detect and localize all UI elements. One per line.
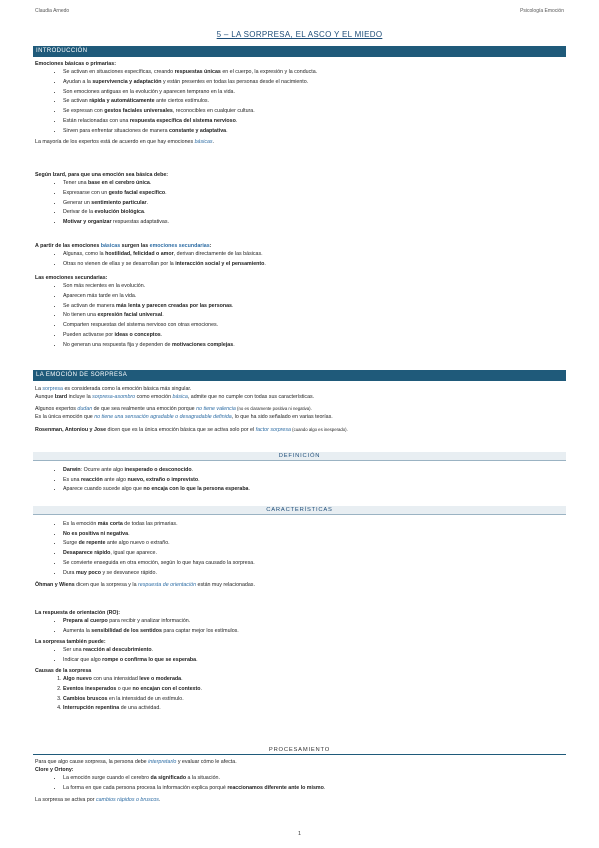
list-item-text: Algunas, como la [63,251,106,258]
list-item-text: Aparece cuando sucede algo que [63,486,144,493]
ohman-emph: respuesta de orientación [138,581,197,588]
list-item [63,696,565,703]
consensus-text: La mayoría de los expertos está de acuerdo en que hay emociones [35,138,195,145]
list-item-text: . [191,467,194,473]
s-p2a: Aunque [35,394,55,401]
list-item [63,775,565,782]
list-item-emphasis: leve o moderada [139,676,182,683]
list-item-text: ante algo [102,476,128,483]
secondary-line [35,243,565,250]
list-item-emphasis: motivaciones complejas [171,341,234,348]
definition-block [35,467,565,496]
proc-colon: : [71,767,74,774]
list-item-text: Aparecen más tarde en la vida. [63,292,137,299]
surprise-p2 [35,394,565,401]
ohman-authors: Öhman y Wiens [35,581,75,588]
list-item-text: La emoción surge cuando el cerebro [63,775,151,782]
list-item-text: en la intensidad de un estímulo. [107,695,184,702]
subsection-band-processing: PROCESAMIENTO [33,746,566,755]
s-p3d: no tiene valencia [196,406,236,413]
list-item-text: . [128,530,130,537]
surprise-p3 [35,406,565,413]
list-item-emphasis: interacción social y el pensamiento [175,260,265,267]
secondary-basic: básicas [100,243,121,249]
list-item-text: y están presentes en todas las personas desde el nacimiento. [161,78,309,85]
list-item-text: Pueden activarse por [63,331,115,338]
list-item-text: . [200,685,202,692]
list-item-emphasis: base en el cerebro única [88,180,150,187]
list-item-text: y se desvanece rápido. [100,569,157,576]
s-p5c: factor sorpresa [255,426,291,433]
list-item-text: No generan una respuesta fija y dependen de [63,341,172,348]
list-item-text: . [198,476,200,483]
list-item-emphasis: respuestas únicas [174,69,221,76]
list-item-text: . [232,302,234,309]
list-item-text: Expresarse con un [63,189,109,196]
causes-list [35,676,565,712]
proc-authors: Clore y Ortony [35,767,72,774]
list-item-text: : Ocurre ante algo [80,467,125,473]
list-item [63,303,565,310]
list-item [63,477,565,484]
list-item [63,312,565,319]
consensus-line [35,139,565,146]
orientation-list [35,618,565,635]
secondary-mid: surgen las [120,243,150,249]
s-p5a: Rosenman, Antoniou y Jose [35,426,107,433]
list-item [63,705,565,712]
list-item-text: La forma en que cada persona procesa la información explica porqué [63,785,228,792]
list-item [63,128,565,135]
definition-list [35,467,565,494]
list-item-emphasis: Darwin [63,467,81,473]
secondary-emph: emociones secundarias [149,243,210,249]
list-item [63,618,565,625]
processing-p1 [35,759,565,766]
list-item-text: . [149,180,152,187]
list-item-emphasis: reaccionamos diferente ante lo mismo [227,785,324,792]
secondary-list [35,251,565,268]
list-item-text: . [151,647,154,654]
izard-heading: Según Izard, para que una emoción sea básica debe: [35,172,169,178]
list-item [63,560,565,567]
list-item-emphasis: no encajan con el contexto [132,685,201,692]
list-item [63,98,565,105]
list-item [63,69,565,76]
intro-heading: Emociones básicas o primarias: [35,61,116,67]
list-item-emphasis: más corta [97,521,123,527]
list-item-text: Es una [63,476,81,483]
subsection-band-definition: DEFINICIÓN [33,452,566,461]
section-band-surprise: LA EMOCIÓN DE SORPRESA [33,370,566,381]
ohman-post: están muy relacionadas. [196,581,255,588]
list-item-emphasis: da significado [150,775,187,782]
ohman-mid: dicen que la sorpresa y la [74,581,139,588]
list-item-emphasis: supervivencia y adaptación [92,78,162,85]
list-item [63,209,565,216]
list-item-emphasis: hostilidad, felicidad o amor [105,251,174,258]
s-p2d: sorpresa-asombro [92,394,136,401]
processing-block [35,759,565,805]
surprise-p5 [35,427,565,434]
list-item-text: . [162,312,164,319]
list-item-text: . [233,341,235,348]
list-item-emphasis: Interrupción repentina [63,705,120,712]
list-item [63,89,565,96]
list-item-text: para captar mejor los estímulos. [161,627,239,634]
list-item-text: Tener una [63,180,89,187]
list-item [63,521,565,528]
proc-p3a: La sorpresa se activa por [35,797,96,804]
list-item-emphasis: nuevo, extraño o imprevisto [127,476,199,483]
secondary-post: : [209,243,212,249]
list-item [63,261,565,268]
orientation-block [35,610,565,715]
list-item-text: . [323,785,326,792]
list-item-text: con una intensidad [91,676,140,683]
page-title: 5 – LA SORPRESA, EL ASCO Y EL MIEDO [216,30,383,39]
list-item-text: . [196,656,198,663]
ohman-line [35,582,565,589]
consensus-end: . [212,138,215,145]
list-item-text: Son emociones antiguas en la evolución y aparecen temprano en la vida. [63,88,235,95]
list-item-emphasis: respuesta específica del sistema nervioso [129,117,236,124]
list-item-text: . [181,676,183,683]
s-p2f: básica [172,394,188,401]
s-p1a: La [35,386,43,392]
processing-p3 [35,797,565,804]
list-item [63,570,565,577]
list-item [63,628,565,635]
header-subject: Psicología Emoción [520,8,564,14]
list-item-text: Se activan [63,98,90,105]
list-item-emphasis: rompe o confirma lo que se esperaba [102,656,197,663]
s-p4b: no tiene una sensación agradable o desagradable definida [94,414,232,421]
list-item-emphasis: Desaparece rápido [63,550,111,557]
list-item-emphasis: rápida y automáticamente [89,98,155,105]
consensus-emph: básicas [194,138,213,145]
surprise-block [35,386,565,435]
list-item-text: . [235,117,238,124]
list-item-text: , reconocibles en cualquier cultura. [172,108,255,115]
section-band-intro: INTRODUCCIÓN [33,46,566,57]
list-item-emphasis: gestos faciales universales [104,108,173,115]
list-item-text: Se convierte enseguida en otra emoción, según lo que haya causado la sorpresa. [63,559,255,566]
list-item-text: , igual que aparece. [110,550,157,557]
surprise-p1 [35,386,565,393]
s-p2b: Izard [54,394,68,401]
list-item-emphasis: sentimiento particular [91,199,147,206]
list-item [63,190,565,197]
list-item-text: Indicar que algo [63,656,103,663]
list-item-text: en el cuerpo, la expresión y la conducta. [220,69,318,76]
list-item-emphasis: muy poco [75,569,101,576]
characteristics-list [35,521,565,577]
list-item-emphasis: reacción [80,476,103,483]
secondary-block [35,243,565,351]
list-item-emphasis: más lenta y parecen creadas por las personas [116,302,233,309]
list-item-text: Comparten respuestas del sistema nervioso con otras emociones. [63,322,219,329]
list-item-text: Aumenta la [63,627,92,634]
list-item-emphasis: expresión facial universal [97,312,163,319]
list-item-text: . [264,260,266,267]
s-p4a: Es la única emoción que [35,414,95,421]
list-item-emphasis: Algo nuevo [63,676,92,683]
list-item-emphasis: no encaja con lo que la persona esperaba [143,486,249,493]
list-item-emphasis: constante y adaptativa [169,127,227,134]
list-item-text: . [226,127,228,134]
orientation-heading2: La sorpresa también puede: [35,639,106,646]
list-item-emphasis: Eventos inesperados [63,685,117,692]
orientation-list2 [35,647,565,664]
list-item [63,118,565,125]
secondary-pre: A partir de las emociones [35,243,101,249]
list-item [63,785,565,792]
list-item-text: de todas las primarias. [122,521,178,527]
orientation-heading: La respuesta de orientación (RO): [35,610,121,616]
list-item-emphasis: Prepara al cuerpo [63,618,108,625]
list-item-text: a la situación. [186,775,220,782]
s-p3e: (no es claramente positiva ni negativa). [235,406,312,412]
list-item-text: Dura [63,569,76,576]
proc-p1c: y evaluar cómo le afecta. [176,759,237,765]
list-item-text: , derivan directamente de las básicas. [173,251,263,258]
processing-list [35,775,565,792]
s-p2e: como emoción [135,394,173,401]
list-item-text: . [165,189,167,196]
subsection-band-characteristics: CARACTERÍSTICAS [33,506,566,515]
page-number: 1 [297,830,302,837]
list-item-emphasis: Cambios bruscos [63,695,108,702]
list-item-emphasis: Motivar y organizar [63,219,112,226]
list-item-text: No tienen una [63,312,98,319]
list-item-text: Derivar de la [63,209,95,216]
s-p3b: dudan [77,406,93,413]
list-item-text: . [248,486,250,493]
list-item [63,342,565,349]
processing-p2 [35,767,565,774]
intro-block [35,61,565,147]
header-author: Claudia Arnedo [35,8,70,14]
proc-p3b: cambios rápidos o bruscos [95,797,159,804]
list-item-emphasis: reacción al descubrimiento [83,647,152,654]
characteristics-block [35,521,565,590]
list-item [63,676,565,683]
s-p5d: (cuando algo es inesperado). [290,426,348,432]
list-item [63,540,565,547]
list-item-text: de una actividad. [119,705,161,712]
list-item [63,219,565,226]
list-item-text: . [160,331,163,338]
s-p5b: dicen que es la única emoción básica que se activa solo por el [106,426,256,433]
list-item [63,283,565,290]
list-item-emphasis: de repente [78,540,106,547]
secondary-list2 [35,283,565,349]
s-p2c: incluye la [67,394,93,401]
list-item-emphasis: sensibilidad de los sentidos [91,627,162,634]
list-item-text: Están relacionadas con una [63,117,130,124]
list-item-text: ante ciertos estímulos. [154,98,210,105]
list-item [63,647,565,654]
list-item [63,467,565,474]
s-p1c: es considerada como la emoción básica más singular. [62,386,192,392]
s-p2g: , admite que no cumple con todas sus características. [187,394,315,401]
secondary-heading2: Las emociones secundarias: [35,275,108,282]
list-item-emphasis: ideas o conceptos [114,331,161,338]
list-item-emphasis: inesperado o desconocido [124,467,192,473]
proc-p1a: Para que algo cause sorpresa, la persona debe [35,759,149,765]
list-item-text: Se activan de manera [63,302,116,309]
list-item [63,251,565,258]
izard-block [35,172,565,229]
s-p4c: , lo que ha sido señalado en varias teorías. [231,414,333,421]
list-item-text: . [143,209,146,216]
proc-p1b: interpretarlo [148,759,177,765]
surprise-p4 [35,414,565,421]
list-item [63,79,565,86]
list-item [63,293,565,300]
list-item [63,200,565,207]
list-item-text: Otras no vienen de ellas y se desarrollan por la [63,260,176,267]
list-item-text: Sirven para enfrentar situaciones de manera [63,127,169,134]
intro-list [35,69,565,135]
list-item [63,322,565,329]
list-item-text: respuestas adaptativas. [111,219,169,226]
list-item-text: ante algo nuevo o extraño. [105,540,170,547]
s-p3c: de que sea realmente una emoción porque [92,406,197,413]
list-item-text: Generar un [63,199,92,206]
list-item [63,550,565,557]
list-item [63,486,565,493]
list-item-emphasis: gesto facial específico [108,189,166,196]
list-item-text: Es la emoción [63,521,98,527]
s-p1b: sorpresa [42,386,63,392]
list-item [63,180,565,187]
list-item-text: Surge [63,540,79,547]
list-item [63,657,565,664]
list-item-text: Ayudan a la [63,78,93,85]
list-item-emphasis: No es positiva ni negativa [63,530,129,537]
list-item-text: para recibir y analizar información. [107,618,191,625]
list-item-text: o que [116,685,133,692]
list-item [63,531,565,538]
list-item [63,332,565,339]
list-item-text: Son más recientes en la evolución. [63,283,146,290]
list-item-emphasis: evolución biológica [94,209,144,216]
list-item-text: Se expresan con [63,108,105,115]
list-item-text: . [146,199,149,206]
s-p3a: Algunos expertos [35,406,78,413]
list-item-text: Ser una [63,647,84,654]
list-item [63,686,565,693]
causes-heading: Causas de la sorpresa [35,668,92,675]
proc-p3c: . [158,797,161,804]
izard-list [35,180,565,226]
list-item-text: Se activan en situaciones específicas, creando [63,69,175,76]
list-item [63,108,565,115]
